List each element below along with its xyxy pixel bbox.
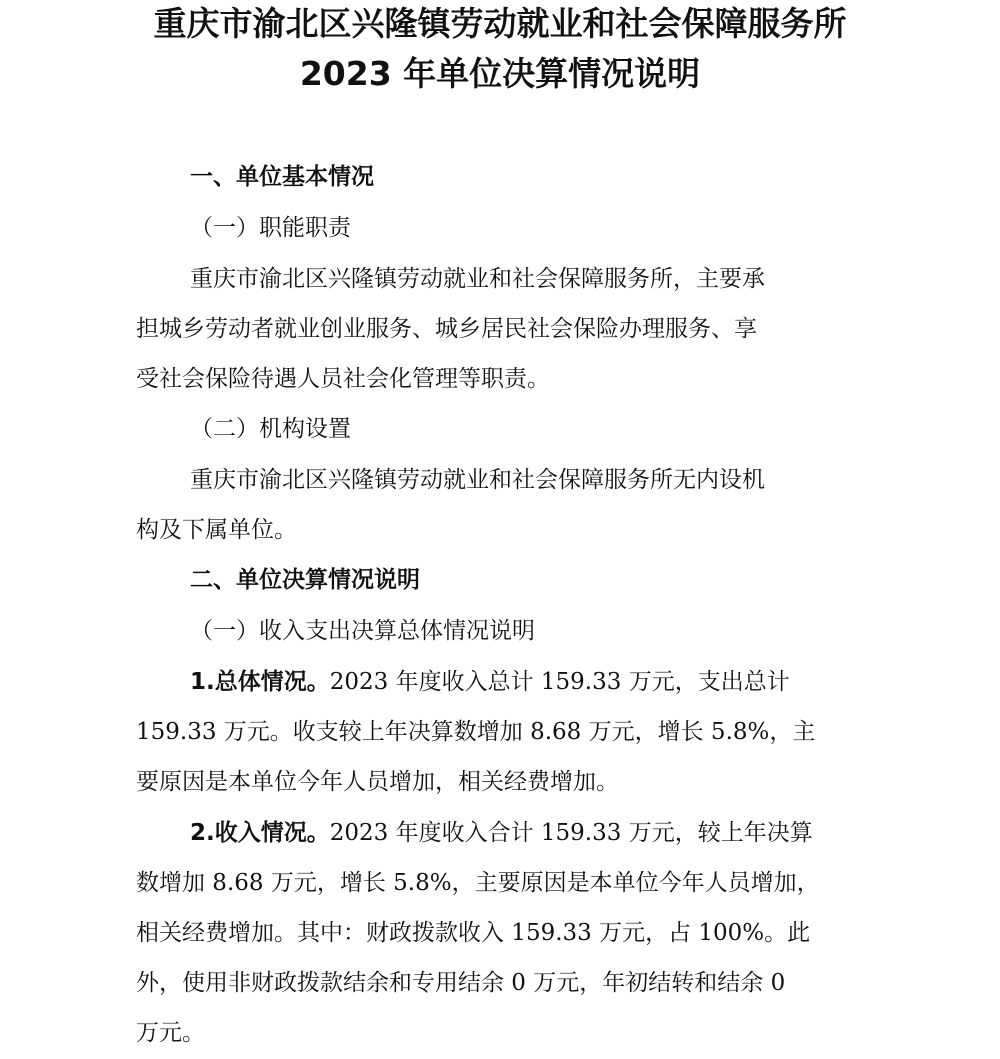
paragraph-line: 数增加 8.68 万元，增长 5.8%，主要原因是本单位今年人员增加， xyxy=(136,870,820,896)
paragraph-line: 重庆市渝北区兴隆镇劳动就业和社会保障服务所无内设机 xyxy=(190,467,765,493)
section-heading-basic-info: 一、单位基本情况 xyxy=(190,164,374,190)
paragraph-line: 担城乡劳动者就业创业服务、城乡居民社会保险办理服务、享 xyxy=(136,316,757,342)
paragraph-line xyxy=(190,657,790,708)
subheading-income-expense-overview: （一）收入支出决算总体情况说明 xyxy=(190,618,535,644)
section-heading-final-accounts: 二、单位决算情况说明 xyxy=(190,567,420,593)
document-title-line1: 重庆市渝北区兴隆镇劳动就业和社会保障服务所 xyxy=(153,4,847,43)
paragraph-line: 159.33 万元。收支较上年决算数增加 8.68 万元，增长 5.8%，主 xyxy=(136,719,816,745)
paragraph-line: 受社会保险待遇人员社会化管理等职责。 xyxy=(136,366,550,392)
paragraph-line xyxy=(190,808,813,859)
paragraph-text: 2023 年度收入合计 159.33 万元，较上年决算 xyxy=(329,820,813,846)
paragraph-lead: 2.收入情况。 xyxy=(190,820,330,846)
document-title-line2: 2023 年单位决算情况说明 xyxy=(299,54,701,93)
subheading-functions: （一）职能职责 xyxy=(190,215,351,241)
paragraph-line: 相关经费增加。其中：财政拨款收入 159.33 万元，占 100%。此 xyxy=(136,920,811,946)
document-body xyxy=(136,0,880,1051)
paragraph-line: 要原因是本单位今年人员增加，相关经费增加。 xyxy=(136,769,619,795)
paragraph-line: 构及下属单位。 xyxy=(136,517,297,543)
paragraph-line: 万元。 xyxy=(136,1020,205,1046)
paragraph-line: 重庆市渝北区兴隆镇劳动就业和社会保障服务所，主要承 xyxy=(190,266,765,292)
subheading-organization: （二）机构设置 xyxy=(190,416,351,442)
paragraph-line: 外，使用非财政拨款结余和专用结余 0 万元，年初结转和结余 0 xyxy=(136,970,786,996)
paragraph-lead: 1.总体情况。 xyxy=(190,669,330,695)
paragraph-text: 2023 年度收入总计 159.33 万元，支出总计 xyxy=(329,669,790,695)
